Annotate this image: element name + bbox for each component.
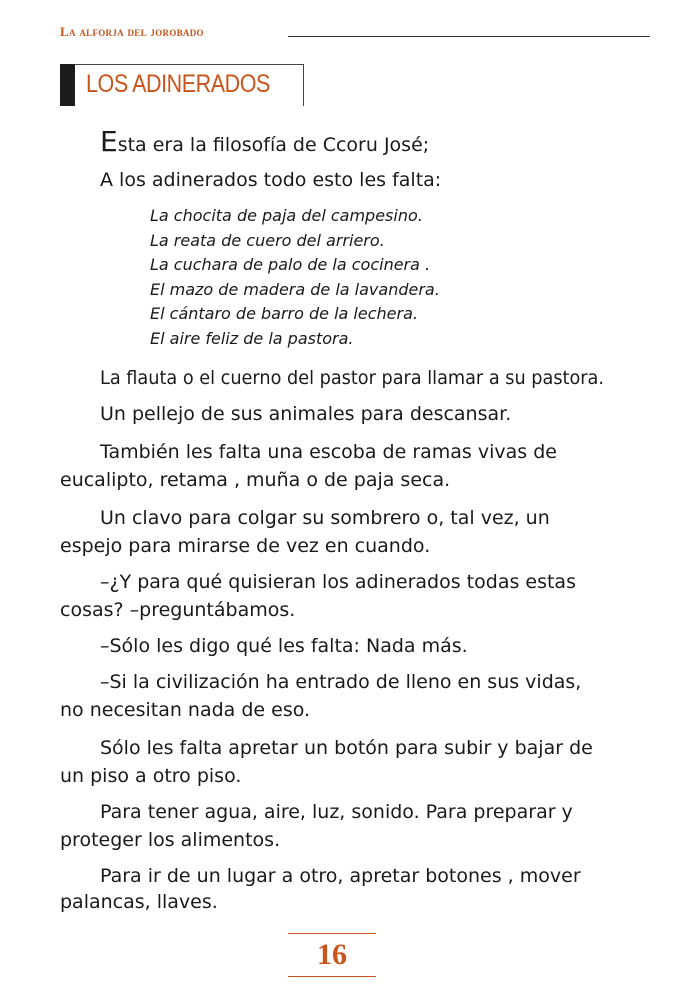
paragraph-broom-line-2: eucalipto, retama , muña o de paja seca. bbox=[60, 469, 451, 491]
paragraph-button-line-1: Sólo les falta apretar un botón para subir y bajar de bbox=[100, 737, 593, 759]
page-number: 16 bbox=[317, 938, 347, 971]
paragraph-lead: A los adinerados todo esto les falta: bbox=[100, 169, 442, 191]
verse-line: La reata de cuero del arriero. bbox=[150, 230, 385, 250]
verse-line: El aire feliz de la pastora. bbox=[150, 328, 354, 348]
verse-line: El mazo de madera de la lavandera. bbox=[150, 279, 440, 299]
paragraph-civilization-line-1: –Si la civilización ha entrado de lleno en sus vidas, bbox=[100, 671, 582, 693]
page-number-frame bbox=[288, 933, 376, 977]
paragraph-flute: La flauta o el cuerno del pastor para llamar a su pastora. bbox=[100, 367, 604, 389]
verse-list bbox=[150, 204, 440, 351]
drop-cap: E bbox=[100, 125, 118, 158]
paragraph-levers-line-2: palancas, llaves. bbox=[60, 891, 218, 913]
paragraph-water-line-2: proteger los alimentos. bbox=[60, 829, 281, 851]
section-title: LOS ADINERADOS bbox=[86, 70, 270, 98]
paragraph-question-line-2: cosas? –preguntábamos. bbox=[60, 599, 296, 621]
paragraph-question-line-1: –¿Y para qué quisieran los adinerados todas estas bbox=[100, 571, 576, 593]
paragraph-broom-line-1: También les falta una escoba de ramas vivas de bbox=[100, 441, 557, 463]
paragraph-answer: –Sólo les digo qué les falta: Nada más. bbox=[100, 635, 468, 657]
paragraph-water-line-1: Para tener agua, aire, luz, sonido. Para preparar y bbox=[100, 801, 573, 823]
running-head-title: La alforja del jorobado bbox=[60, 24, 204, 39]
header-rule bbox=[288, 36, 650, 37]
paragraph-intro bbox=[100, 125, 430, 159]
paragraph-nail-line-1: Un clavo para colgar su sombrero o, tal vez, un bbox=[100, 507, 550, 529]
paragraph-hide: Un pellejo de sus animales para descansar. bbox=[100, 403, 512, 425]
paragraph-intro-text: sta era la filosofía de Ccoru José; bbox=[117, 134, 430, 156]
paragraph-nail-line-2: espejo para mirarse de vez en cuando. bbox=[60, 535, 431, 557]
verse-line: El cántaro de barro de la lechera. bbox=[150, 304, 418, 323]
verse-line: La chocita de paja del campesino. bbox=[150, 206, 423, 225]
paragraph-civilization-line-2: no necesitan nada de eso. bbox=[60, 699, 311, 721]
paragraph-button-line-2: un piso a otro piso. bbox=[60, 765, 242, 787]
paragraph-levers-line-1: Para ir de un lugar a otro, apretar botones , mover bbox=[100, 865, 581, 887]
verse-line: La cuchara de palo de la cocinera . bbox=[150, 255, 431, 274]
section-title-bar bbox=[60, 64, 75, 106]
